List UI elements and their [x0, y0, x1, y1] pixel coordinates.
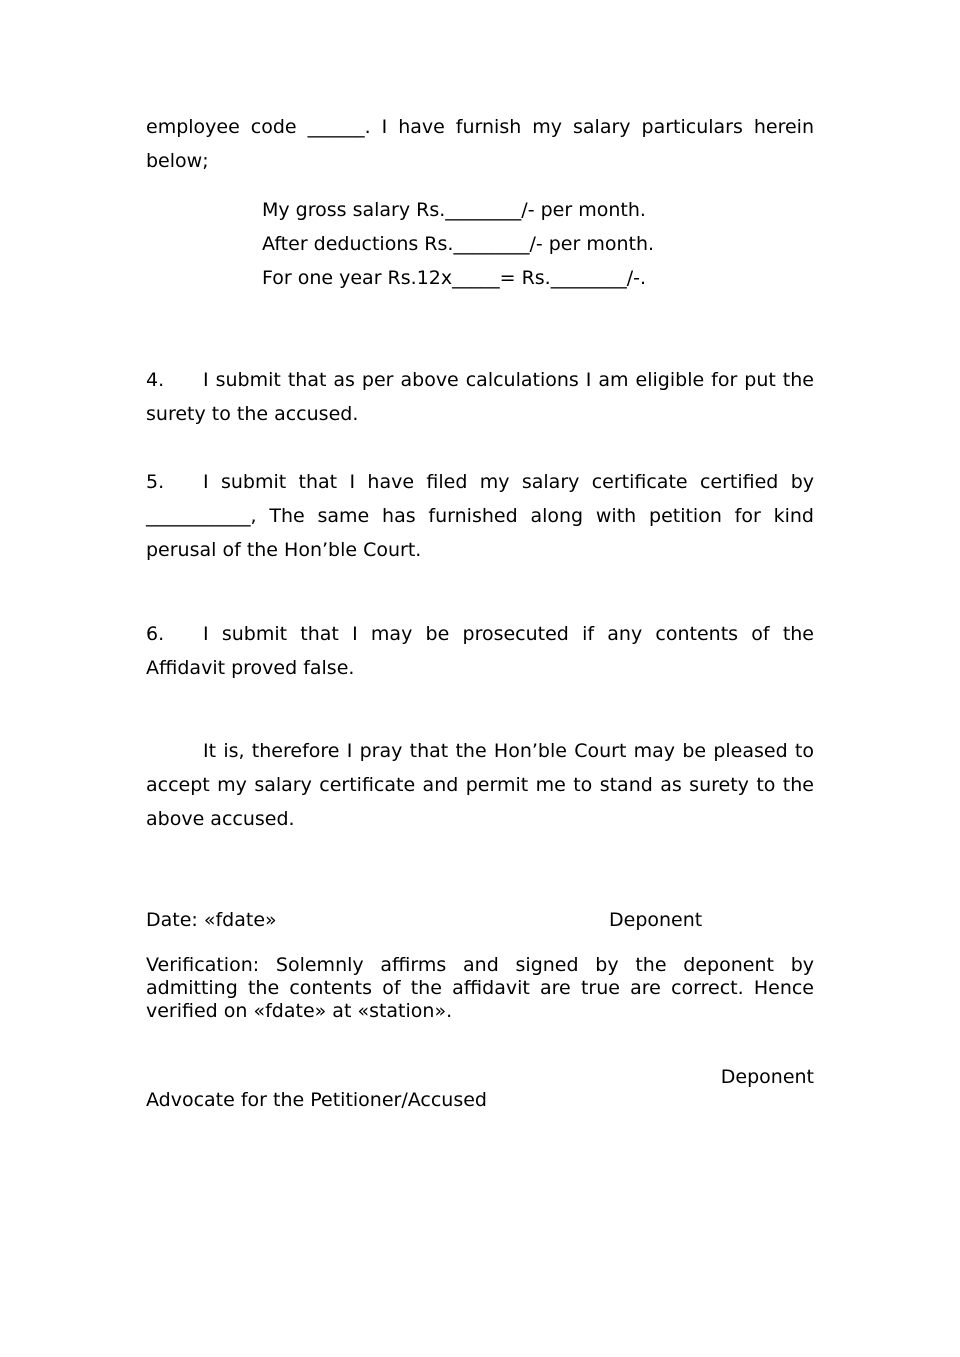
intro-paragraph: employee code ______. I have furnish my salary particulars herein below; — [146, 116, 814, 172]
paragraph-4-number: 4. — [146, 369, 165, 391]
paragraph-4 — [146, 363, 814, 431]
date-label: Date: «fdate» — [146, 909, 277, 931]
prayer-paragraph — [146, 734, 814, 836]
paragraph-6-text: I submit that I may be prosecuted if any contents of the Affidavit proved false. — [146, 623, 814, 679]
advocate-label: Advocate for the Petitioner/Accused — [146, 1089, 487, 1111]
verification-paragraph: Verification: Solemnly affirms and signed by the deponent by admitting the contents of the affidavit are true are correct. Hence verified on «fdate» at «station». — [146, 954, 814, 1022]
paragraph-5 — [146, 465, 814, 567]
footer-deponent-label: Deponent — [720, 1066, 814, 1088]
gross-salary-line: My gross salary Rs.________/- per month. — [262, 199, 646, 221]
salary-particulars — [262, 193, 654, 295]
paragraph-4-text: I submit that as per above calculations I am eligible for put the surety to the accused. — [146, 369, 814, 425]
after-deductions-line: After deductions Rs.________/- per month. — [262, 233, 655, 255]
prayer-text: It is, therefore I pray that the Hon’ble Court may be pleased to accept my salary certificate and permit me to stand as surety to the above accused. — [146, 740, 814, 830]
deponent-label: Deponent — [609, 909, 703, 931]
paragraph-6 — [146, 617, 814, 685]
paragraph-5-text: I submit that I have filed my salary certificate certified by ___________, The same has furnished along with petition for kind perusal of the Hon’ble Court. — [146, 471, 814, 561]
paragraph-6-number: 6. — [146, 623, 165, 645]
paragraph-5-number: 5. — [146, 471, 165, 493]
one-year-line: For one year Rs.12x_____= Rs.________/-. — [262, 267, 647, 289]
